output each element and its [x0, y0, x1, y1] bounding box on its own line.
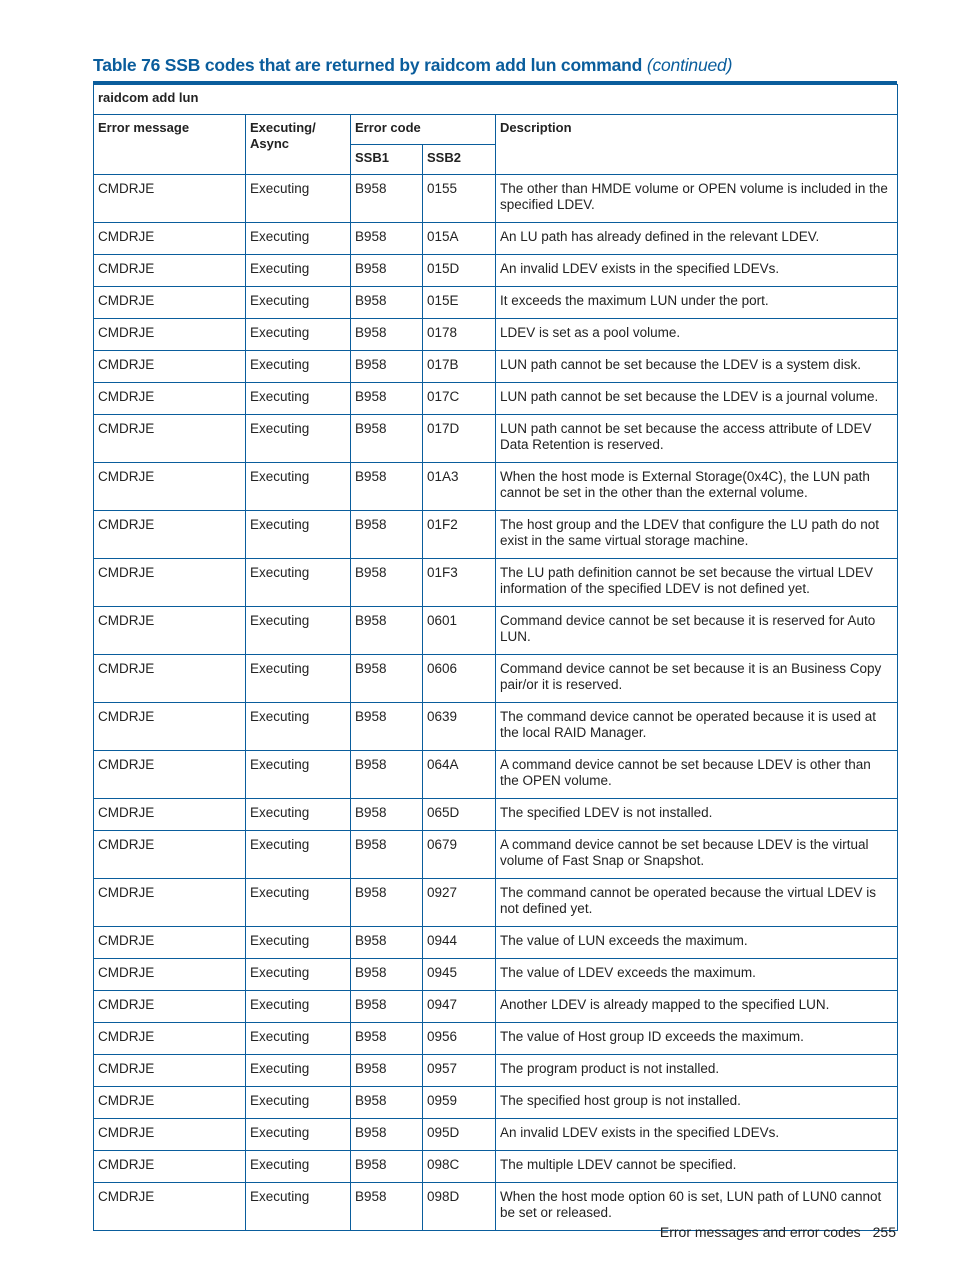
- cell-executing: Executing: [246, 287, 351, 319]
- cell-ssb1: B958: [351, 959, 423, 991]
- table-row: [94, 511, 898, 559]
- cell-ssb1: B958: [351, 1055, 423, 1087]
- cell-executing: Executing: [246, 991, 351, 1023]
- cell-executing: Executing: [246, 927, 351, 959]
- cell-ssb2: 0957: [423, 1055, 496, 1087]
- cell-description: Command device cannot be set because it is reserved for Auto LUN.: [496, 607, 898, 655]
- cell-description: LUN path cannot be set because the LDEV is a journal volume.: [496, 383, 898, 415]
- cell-ssb2: 098D: [423, 1183, 496, 1231]
- cell-description: The specified host group is not installed.: [496, 1087, 898, 1119]
- table-row: [94, 831, 898, 879]
- cell-ssb2: 0944: [423, 927, 496, 959]
- cell-executing: Executing: [246, 351, 351, 383]
- cell-error-message: CMDRJE: [94, 831, 246, 879]
- cell-ssb1: B958: [351, 1151, 423, 1183]
- cell-executing: Executing: [246, 463, 351, 511]
- cell-ssb2: 0956: [423, 1023, 496, 1055]
- header-description: Description: [496, 115, 898, 175]
- cell-ssb1: B958: [351, 351, 423, 383]
- cell-ssb1: B958: [351, 511, 423, 559]
- cell-executing: Executing: [246, 383, 351, 415]
- cell-description: When the host mode is External Storage(0x4C), the LUN path cannot be set in the other than the external volume.: [496, 463, 898, 511]
- cell-ssb2: 0679: [423, 831, 496, 879]
- header-executing: Executing/ Async: [246, 115, 351, 175]
- table-row: [94, 1119, 898, 1151]
- cell-ssb1: B958: [351, 751, 423, 799]
- cell-error-message: CMDRJE: [94, 351, 246, 383]
- cell-ssb1: B958: [351, 831, 423, 879]
- cell-ssb2: 0959: [423, 1087, 496, 1119]
- cell-executing: Executing: [246, 655, 351, 703]
- cell-ssb1: B958: [351, 175, 423, 223]
- cell-error-message: CMDRJE: [94, 1087, 246, 1119]
- table-row: [94, 223, 898, 255]
- cell-ssb1: B958: [351, 223, 423, 255]
- cell-description: It exceeds the maximum LUN under the port.: [496, 287, 898, 319]
- cell-executing: Executing: [246, 831, 351, 879]
- cell-error-message: CMDRJE: [94, 703, 246, 751]
- cell-error-message: CMDRJE: [94, 255, 246, 287]
- cell-ssb2: 0178: [423, 319, 496, 351]
- table-row: [94, 351, 898, 383]
- table-row: [94, 1151, 898, 1183]
- cell-error-message: CMDRJE: [94, 415, 246, 463]
- cell-ssb1: B958: [351, 991, 423, 1023]
- cell-executing: Executing: [246, 959, 351, 991]
- cell-ssb2: 017B: [423, 351, 496, 383]
- cell-ssb2: 01F3: [423, 559, 496, 607]
- cell-description: The LU path definition cannot be set because the virtual LDEV information of the specified LDEV is not defined yet.: [496, 559, 898, 607]
- cell-ssb2: 01A3: [423, 463, 496, 511]
- header-error-code: Error code: [351, 115, 496, 145]
- table-title-text: Table 76 SSB codes that are returned by raidcom add lun command: [93, 55, 643, 75]
- cell-executing: Executing: [246, 799, 351, 831]
- cell-ssb2: 0639: [423, 703, 496, 751]
- cell-ssb1: B958: [351, 1023, 423, 1055]
- cell-description: A command device cannot be set because LDEV is the virtual volume of Fast Snap or Snapshot.: [496, 831, 898, 879]
- cell-executing: Executing: [246, 879, 351, 927]
- cell-executing: Executing: [246, 1119, 351, 1151]
- table-title: [93, 55, 732, 76]
- cell-ssb1: B958: [351, 1119, 423, 1151]
- cell-ssb2: 015D: [423, 255, 496, 287]
- table-row: [94, 415, 898, 463]
- cell-ssb2: 017C: [423, 383, 496, 415]
- cell-ssb2: 0927: [423, 879, 496, 927]
- cell-error-message: CMDRJE: [94, 223, 246, 255]
- cell-ssb1: B958: [351, 415, 423, 463]
- cell-executing: Executing: [246, 1055, 351, 1087]
- cell-executing: Executing: [246, 559, 351, 607]
- table-row: [94, 751, 898, 799]
- header-ssb2: SSB2: [423, 145, 496, 175]
- cell-ssb2: 017D: [423, 415, 496, 463]
- cell-error-message: CMDRJE: [94, 927, 246, 959]
- cell-ssb1: B958: [351, 383, 423, 415]
- cell-executing: Executing: [246, 415, 351, 463]
- table-row: [94, 559, 898, 607]
- table-body: [94, 175, 898, 1231]
- cell-ssb2: 015E: [423, 287, 496, 319]
- table-row: [94, 255, 898, 287]
- cell-ssb1: B958: [351, 287, 423, 319]
- ssb-codes-table: [93, 84, 898, 1231]
- table-row: [94, 1055, 898, 1087]
- cell-description: LUN path cannot be set because the LDEV is a system disk.: [496, 351, 898, 383]
- cell-error-message: CMDRJE: [94, 319, 246, 351]
- cell-error-message: CMDRJE: [94, 287, 246, 319]
- cell-description: The value of LUN exceeds the maximum.: [496, 927, 898, 959]
- cell-error-message: CMDRJE: [94, 1023, 246, 1055]
- cell-ssb1: B958: [351, 559, 423, 607]
- cell-description: LDEV is set as a pool volume.: [496, 319, 898, 351]
- cell-executing: Executing: [246, 1183, 351, 1231]
- cell-error-message: CMDRJE: [94, 751, 246, 799]
- cell-executing: Executing: [246, 1087, 351, 1119]
- cell-description: The value of Host group ID exceeds the maximum.: [496, 1023, 898, 1055]
- cell-description: The value of LDEV exceeds the maximum.: [496, 959, 898, 991]
- cell-executing: Executing: [246, 751, 351, 799]
- cell-ssb1: B958: [351, 879, 423, 927]
- page-number: 255: [872, 1224, 896, 1240]
- table-row: [94, 175, 898, 223]
- cell-ssb2: 0947: [423, 991, 496, 1023]
- table-row: [94, 1023, 898, 1055]
- table-row: [94, 383, 898, 415]
- cell-ssb1: B958: [351, 463, 423, 511]
- cell-ssb1: B958: [351, 927, 423, 959]
- cell-ssb2: 064A: [423, 751, 496, 799]
- cell-executing: Executing: [246, 607, 351, 655]
- cell-error-message: CMDRJE: [94, 879, 246, 927]
- table-row: [94, 991, 898, 1023]
- cell-executing: Executing: [246, 223, 351, 255]
- cell-description: The command cannot be operated because the virtual LDEV is not defined yet.: [496, 879, 898, 927]
- cell-ssb1: B958: [351, 799, 423, 831]
- page-footer: [660, 1224, 896, 1240]
- cell-ssb1: B958: [351, 255, 423, 287]
- cell-ssb2: 015A: [423, 223, 496, 255]
- cell-executing: Executing: [246, 319, 351, 351]
- continued-label: (continued): [646, 55, 733, 75]
- cell-executing: Executing: [246, 175, 351, 223]
- cell-description: When the host mode option 60 is set, LUN path of LUN0 cannot be set or released.: [496, 1183, 898, 1231]
- cell-error-message: CMDRJE: [94, 559, 246, 607]
- cell-ssb2: 01F2: [423, 511, 496, 559]
- cell-ssb2: 065D: [423, 799, 496, 831]
- header-ssb1: SSB1: [351, 145, 423, 175]
- cell-ssb2: 0601: [423, 607, 496, 655]
- cell-error-message: CMDRJE: [94, 991, 246, 1023]
- footer-section: Error messages and error codes: [659, 1224, 861, 1240]
- cell-error-message: CMDRJE: [94, 1119, 246, 1151]
- cell-description: The multiple LDEV cannot be specified.: [496, 1151, 898, 1183]
- cell-ssb1: B958: [351, 655, 423, 703]
- cell-description: Another LDEV is already mapped to the specified LUN.: [496, 991, 898, 1023]
- cell-executing: Executing: [246, 703, 351, 751]
- cell-ssb1: B958: [351, 703, 423, 751]
- cell-description: An invalid LDEV exists in the specified LDEVs.: [496, 1119, 898, 1151]
- table-row: [94, 959, 898, 991]
- cell-description: LUN path cannot be set because the access attribute of LDEV Data Retention is reserved.: [496, 415, 898, 463]
- cell-error-message: CMDRJE: [94, 607, 246, 655]
- cell-description: The command device cannot be operated because it is used at the local RAID Manager.: [496, 703, 898, 751]
- cell-description: A command device cannot be set because LDEV is other than the OPEN volume.: [496, 751, 898, 799]
- cell-error-message: CMDRJE: [94, 511, 246, 559]
- cell-ssb1: B958: [351, 1183, 423, 1231]
- cell-executing: Executing: [246, 1151, 351, 1183]
- cell-error-message: CMDRJE: [94, 1055, 246, 1087]
- table-caption: raidcom add lun: [94, 85, 898, 115]
- cell-description: The other than HMDE volume or OPEN volume is included in the specified LDEV.: [496, 175, 898, 223]
- cell-error-message: CMDRJE: [94, 799, 246, 831]
- cell-error-message: CMDRJE: [94, 463, 246, 511]
- table-row: [94, 927, 898, 959]
- cell-ssb2: 095D: [423, 1119, 496, 1151]
- table-row: [94, 655, 898, 703]
- cell-executing: Executing: [246, 511, 351, 559]
- cell-ssb2: 0155: [423, 175, 496, 223]
- cell-error-message: CMDRJE: [94, 1151, 246, 1183]
- cell-description: An invalid LDEV exists in the specified LDEVs.: [496, 255, 898, 287]
- table-row: [94, 1087, 898, 1119]
- table-row: [94, 319, 898, 351]
- cell-description: Command device cannot be set because it is an Business Copy pair/or it is reserved.: [496, 655, 898, 703]
- cell-error-message: CMDRJE: [94, 175, 246, 223]
- cell-description: The program product is not installed.: [496, 1055, 898, 1087]
- cell-description: The host group and the LDEV that configure the LU path do not exist in the same virtual storage machine.: [496, 511, 898, 559]
- cell-error-message: CMDRJE: [94, 1183, 246, 1231]
- cell-executing: Executing: [246, 255, 351, 287]
- cell-ssb2: 098C: [423, 1151, 496, 1183]
- cell-ssb1: B958: [351, 1087, 423, 1119]
- table-row: [94, 703, 898, 751]
- cell-executing: Executing: [246, 1023, 351, 1055]
- cell-ssb2: 0945: [423, 959, 496, 991]
- cell-description: The specified LDEV is not installed.: [496, 799, 898, 831]
- cell-ssb1: B958: [351, 607, 423, 655]
- table-row: [94, 879, 898, 927]
- table-row: [94, 607, 898, 655]
- cell-ssb2: 0606: [423, 655, 496, 703]
- header-error-message: Error message: [94, 115, 246, 175]
- table-row: [94, 287, 898, 319]
- cell-description: An LU path has already defined in the relevant LDEV.: [496, 223, 898, 255]
- cell-error-message: CMDRJE: [94, 655, 246, 703]
- cell-error-message: CMDRJE: [94, 383, 246, 415]
- table-row: [94, 799, 898, 831]
- cell-ssb1: B958: [351, 319, 423, 351]
- table-row: [94, 463, 898, 511]
- cell-error-message: CMDRJE: [94, 959, 246, 991]
